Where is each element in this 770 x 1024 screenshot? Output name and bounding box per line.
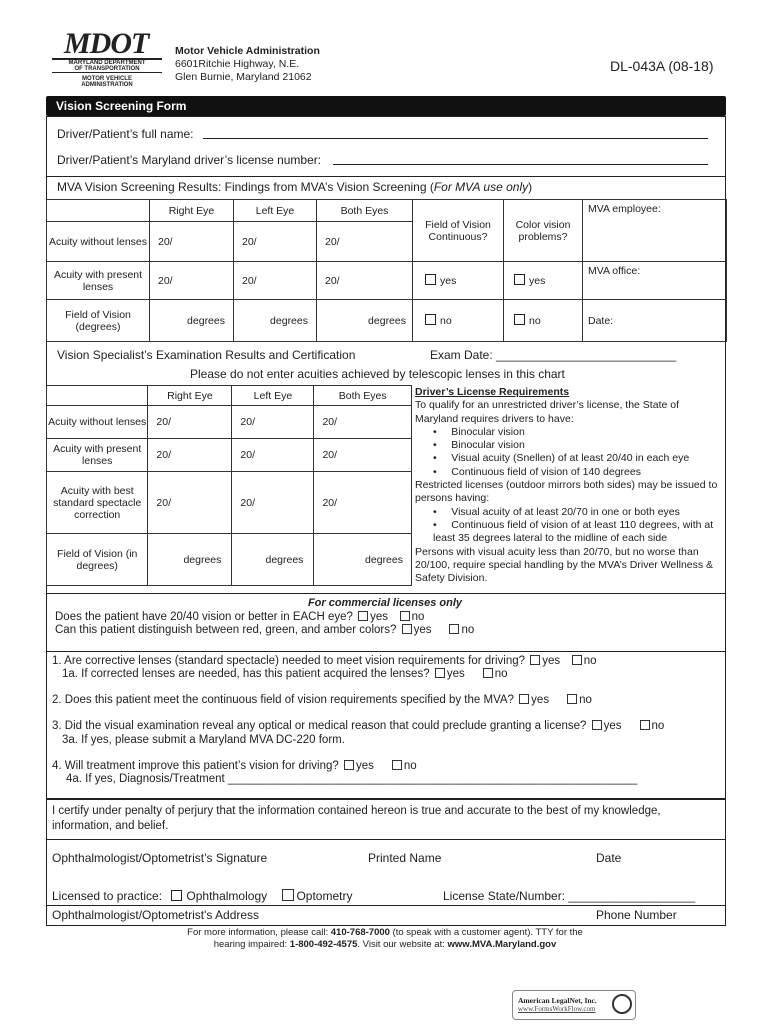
mva-heading-italic: For MVA use only bbox=[433, 180, 529, 194]
question-text: 4. Will treatment improve this patient’s vision for driving? bbox=[52, 760, 339, 772]
field-no-option[interactable] bbox=[413, 300, 504, 342]
patient-name-label: Driver/Patient’s full name: bbox=[57, 127, 194, 141]
phone-label: Phone Number bbox=[596, 908, 677, 922]
acuity-input[interactable]: 20/ bbox=[232, 472, 314, 534]
logo-subtitle: MOTOR VEHICLE bbox=[82, 76, 132, 82]
license-number-field[interactable] bbox=[333, 164, 708, 165]
mva-employee-cell[interactable] bbox=[583, 200, 727, 262]
option-label: yes bbox=[440, 275, 457, 287]
acuity-input[interactable]: 20/ bbox=[317, 222, 413, 262]
option-label: no bbox=[529, 315, 541, 327]
field-continuous-header: Field of Vision Continuous? bbox=[413, 200, 504, 262]
degrees-input[interactable]: degrees bbox=[150, 300, 234, 342]
form-title-bar bbox=[46, 96, 726, 116]
commercial-q2 bbox=[55, 624, 474, 636]
degrees-input[interactable]: degrees bbox=[234, 300, 317, 342]
checkbox[interactable] bbox=[514, 314, 525, 325]
question-1 bbox=[52, 655, 597, 667]
mva-office-cell[interactable] bbox=[583, 262, 727, 300]
question-text: 1a. If corrected lenses are needed, has this patient acquired the lenses? bbox=[62, 668, 430, 680]
mdot-logo bbox=[52, 27, 162, 92]
special-handling-note: Persons with visual acuity less than 20/70, but no worse than 20/100, require special handling by the MVA’s Driver Wellness & Safety Division. bbox=[415, 545, 714, 585]
checkbox[interactable] bbox=[519, 694, 529, 704]
field-yes-option[interactable] bbox=[413, 262, 504, 300]
requirement-item: • Binocular vision bbox=[433, 439, 525, 452]
col-header: Left Eye bbox=[232, 386, 314, 406]
option-label: yes bbox=[355, 760, 374, 772]
mva-employee-label: MVA employee: bbox=[588, 203, 661, 215]
mva-results-table bbox=[46, 199, 727, 342]
specialist-heading: Vision Specialist’s Examination Results and Certification bbox=[57, 348, 356, 362]
acuity-input[interactable]: 20/ bbox=[317, 262, 413, 300]
row-label: Acuity with present lenses bbox=[47, 439, 148, 472]
question-3 bbox=[52, 720, 664, 732]
footer-phone: 410-768-7000 bbox=[330, 927, 390, 938]
option-label: no bbox=[579, 694, 592, 706]
acuity-input[interactable]: 20/ bbox=[232, 406, 314, 439]
acuity-input[interactable]: 20/ bbox=[150, 262, 234, 300]
acuity-input[interactable]: 20/ bbox=[148, 472, 232, 534]
acuity-input[interactable]: 20/ bbox=[148, 439, 232, 472]
footer-line bbox=[0, 927, 770, 939]
option-label: no bbox=[461, 624, 475, 636]
option-label: no bbox=[583, 655, 597, 667]
website-link[interactable]: www.MVA.Maryland.gov bbox=[447, 939, 557, 950]
row-label: Field of Vision (degrees) bbox=[47, 300, 150, 342]
legalnet-badge bbox=[512, 990, 636, 1020]
commercial-q1 bbox=[55, 611, 424, 623]
telescopic-notice: Please do not enter acuities achieved by telescopic lenses in this chart bbox=[190, 367, 565, 381]
row-label: Acuity with present lenses bbox=[47, 262, 150, 300]
checkbox[interactable] bbox=[592, 720, 602, 730]
form-id: DL-043A (08-18) bbox=[610, 58, 714, 74]
checkbox[interactable] bbox=[282, 889, 294, 901]
signature-label: Ophthalmologist/Optometrist’s Signature bbox=[52, 851, 268, 865]
globe-icon bbox=[612, 994, 632, 1014]
question-text: 3. Did the visual examination reveal any optical or medical reason that could preclude granting a license? bbox=[52, 720, 587, 732]
color-yes-option[interactable] bbox=[504, 262, 583, 300]
degrees-input[interactable]: degrees bbox=[148, 534, 232, 586]
mva-office-label: MVA office: bbox=[588, 265, 641, 277]
option-label: no bbox=[494, 668, 508, 680]
divider bbox=[46, 798, 726, 800]
question-text: 2. Does this patient meet the continuous field of vision requirements specified by the MVA? bbox=[52, 694, 514, 706]
requirement-text: Binocular vision bbox=[451, 425, 525, 438]
requirement-text: Binocular vision bbox=[451, 439, 525, 452]
acuity-input[interactable]: 20/ bbox=[234, 262, 317, 300]
option-label: yes bbox=[413, 624, 432, 636]
question-text: Does the patient have 20/40 vision or better in EACH eye? bbox=[55, 611, 353, 623]
date-label: Date bbox=[596, 851, 622, 865]
divider bbox=[46, 905, 726, 906]
checkbox[interactable] bbox=[640, 720, 650, 730]
degrees-input[interactable]: degrees bbox=[314, 534, 412, 586]
option-label: no bbox=[440, 315, 452, 327]
requirement-text: Visual acuity (Snellen) of at least 20/40 in each eye bbox=[451, 452, 690, 465]
option-label: Optometry bbox=[296, 889, 353, 903]
acuity-input[interactable]: 20/ bbox=[150, 222, 234, 262]
question-1a bbox=[62, 668, 508, 680]
checkbox[interactable] bbox=[425, 314, 436, 325]
license-state-field[interactable]: License State/Number: ___________________ bbox=[443, 889, 696, 903]
footer-text: For more information, please call: bbox=[187, 927, 331, 938]
question-4 bbox=[52, 760, 417, 772]
restricted-intro: Restricted licenses (outdoor mirrors both sides) may be issued to persons having: bbox=[415, 479, 718, 505]
divider bbox=[46, 651, 726, 652]
acuity-input[interactable]: 20/ bbox=[314, 406, 412, 439]
licensed-label: Licensed to practice: bbox=[52, 889, 163, 903]
degrees-input[interactable]: degrees bbox=[317, 300, 413, 342]
license-number-label: Driver/Patient’s Maryland driver’s license number: bbox=[57, 153, 322, 167]
footer-info bbox=[0, 927, 770, 951]
question-text: Can this patient distinguish between red, green, and amber colors? bbox=[55, 624, 397, 636]
question-4a[interactable]: 4a. If yes, Diagnosis/Treatment ________________________________________________________________ bbox=[66, 773, 638, 785]
option-label: Ophthalmology bbox=[186, 889, 268, 903]
logo-subtitle: ADMINISTRATION bbox=[81, 82, 133, 88]
checkbox[interactable] bbox=[358, 611, 368, 621]
address-label: Ophthalmologist/Optometrist's Address bbox=[52, 908, 260, 922]
logo-wordmark: MDOT bbox=[52, 30, 162, 60]
row-label: Acuity without lenses bbox=[47, 222, 150, 262]
question-2 bbox=[52, 694, 592, 706]
requirement-item: • Continuous field of vision of 140 degrees bbox=[433, 465, 641, 478]
col-header: Both Eyes bbox=[317, 200, 413, 222]
col-header: Both Eyes bbox=[314, 386, 412, 406]
color-vision-header: Color vision problems? bbox=[504, 200, 583, 262]
checkbox[interactable] bbox=[344, 760, 354, 770]
option-label: no bbox=[411, 611, 425, 623]
option-label: yes bbox=[370, 611, 389, 623]
footer-text: (to speak with a customer agent). TTY for the bbox=[389, 927, 583, 938]
option-label: yes bbox=[542, 655, 561, 667]
checkbox[interactable] bbox=[425, 274, 436, 285]
option-label: yes bbox=[446, 668, 465, 680]
checkbox[interactable] bbox=[514, 274, 525, 285]
checkbox[interactable] bbox=[435, 668, 445, 678]
agency-address: 6601Ritchie Highway, N.E. bbox=[175, 58, 300, 70]
requirement-item: • Continuous field of vision of at least 110 degrees, with at least 35 degrees lateral to the midline of each side bbox=[433, 518, 714, 545]
table-corner bbox=[47, 386, 148, 406]
certification-text: I certify under penalty of perjury that the information contained hereon is true and accurate to the best of my knowledge, information, and belief. bbox=[52, 805, 661, 832]
agency-address: Glen Burnie, Maryland 21062 bbox=[175, 71, 312, 83]
acuity-input[interactable]: 20/ bbox=[148, 406, 232, 439]
acuity-input[interactable]: 20/ bbox=[232, 439, 314, 472]
row-label: Acuity with best standard spectacle correction bbox=[47, 472, 148, 534]
option-label: no bbox=[651, 720, 665, 732]
checkbox[interactable] bbox=[530, 655, 540, 665]
badge-text: American LegalNet, Inc. bbox=[518, 996, 597, 1005]
question-3a: 3a. If yes, please submit a Maryland MVA DC-220 form. bbox=[62, 734, 345, 746]
mva-heading-text: ) bbox=[528, 180, 533, 194]
color-no-option[interactable] bbox=[504, 300, 583, 342]
acuity-input[interactable]: 20/ bbox=[234, 222, 317, 262]
specialist-results-table bbox=[46, 385, 412, 586]
checkbox[interactable] bbox=[572, 655, 582, 665]
divider bbox=[46, 593, 726, 594]
mva-date-cell[interactable] bbox=[583, 300, 727, 342]
form-title: Vision Screening Form bbox=[56, 99, 187, 113]
checkbox[interactable] bbox=[171, 890, 182, 901]
requirement-text: Continuous field of vision of at least 110 degrees, with at least 35 degrees lateral to the midline of each side bbox=[433, 518, 714, 545]
requirement-item: • Visual acuity (Snellen) of at least 20/40 in each eye bbox=[433, 452, 690, 465]
option-label: no bbox=[403, 760, 417, 772]
logo-subtitle: MARYLAND DEPARTMENT bbox=[68, 60, 146, 66]
question-text: 1. Are corrective lenses (standard spectacle) needed to meet vision requirements for driving? bbox=[52, 655, 526, 667]
checkbox[interactable] bbox=[567, 694, 577, 704]
acuity-input[interactable]: 20/ bbox=[314, 472, 412, 534]
requirement-item: • Binocular vision bbox=[433, 425, 525, 438]
option-label: yes bbox=[531, 694, 550, 706]
footer-text: . Visit our website at: bbox=[357, 939, 448, 950]
exam-date-field[interactable]: Exam Date: ___________________________ bbox=[430, 348, 677, 362]
requirements-title: Driver’s License Requirements bbox=[415, 386, 570, 398]
divider bbox=[46, 176, 726, 177]
printed-name-label: Printed Name bbox=[368, 851, 442, 865]
badge-link[interactable]: www.FormsWorkFlow.com bbox=[518, 1005, 596, 1013]
logo-subtitle: OF TRANSPORTATION bbox=[52, 66, 162, 73]
degrees-input[interactable]: degrees bbox=[232, 534, 314, 586]
commercial-title: For commercial licenses only bbox=[307, 597, 463, 609]
checkbox[interactable] bbox=[392, 760, 402, 770]
checkbox[interactable] bbox=[483, 668, 493, 678]
col-header: Left Eye bbox=[234, 200, 317, 222]
row-label: Field of Vision (in degrees) bbox=[47, 534, 148, 586]
col-header: Right Eye bbox=[148, 386, 232, 406]
option-label: yes bbox=[529, 275, 546, 287]
requirements-box bbox=[415, 386, 721, 585]
mva-heading bbox=[57, 180, 532, 194]
table-corner bbox=[47, 200, 150, 222]
requirements-intro: To qualify for an unrestricted driver’s license, the State of Maryland requires drivers to have: bbox=[415, 399, 679, 425]
footer-phone: 1-800-492-4575 bbox=[289, 939, 358, 950]
requirement-text: Continuous field of vision of 140 degrees bbox=[451, 465, 641, 478]
row-label: Acuity without lenses bbox=[47, 406, 148, 439]
agency-name: Motor Vehicle Administration bbox=[175, 45, 320, 57]
requirement-item: • Visual acuity of at least 20/70 in one or both eyes bbox=[433, 505, 680, 518]
mva-date-label: Date: bbox=[588, 314, 614, 327]
licensed-to-practice bbox=[52, 889, 352, 903]
divider bbox=[46, 839, 726, 840]
footer-text: hearing impaired: bbox=[213, 939, 290, 950]
footer-line bbox=[0, 939, 770, 951]
patient-name-field[interactable] bbox=[203, 138, 708, 139]
mva-heading-text: MVA Vision Screening Results: Findings from MVA’s Vision Screening ( bbox=[57, 180, 434, 194]
checkbox[interactable] bbox=[449, 624, 459, 634]
acuity-input[interactable]: 20/ bbox=[314, 439, 412, 472]
checkbox[interactable] bbox=[402, 624, 412, 634]
requirement-text: Visual acuity of at least 20/70 in one or both eyes bbox=[451, 505, 680, 518]
checkbox[interactable] bbox=[400, 611, 410, 621]
col-header: Right Eye bbox=[150, 200, 234, 222]
option-label: yes bbox=[603, 720, 622, 732]
